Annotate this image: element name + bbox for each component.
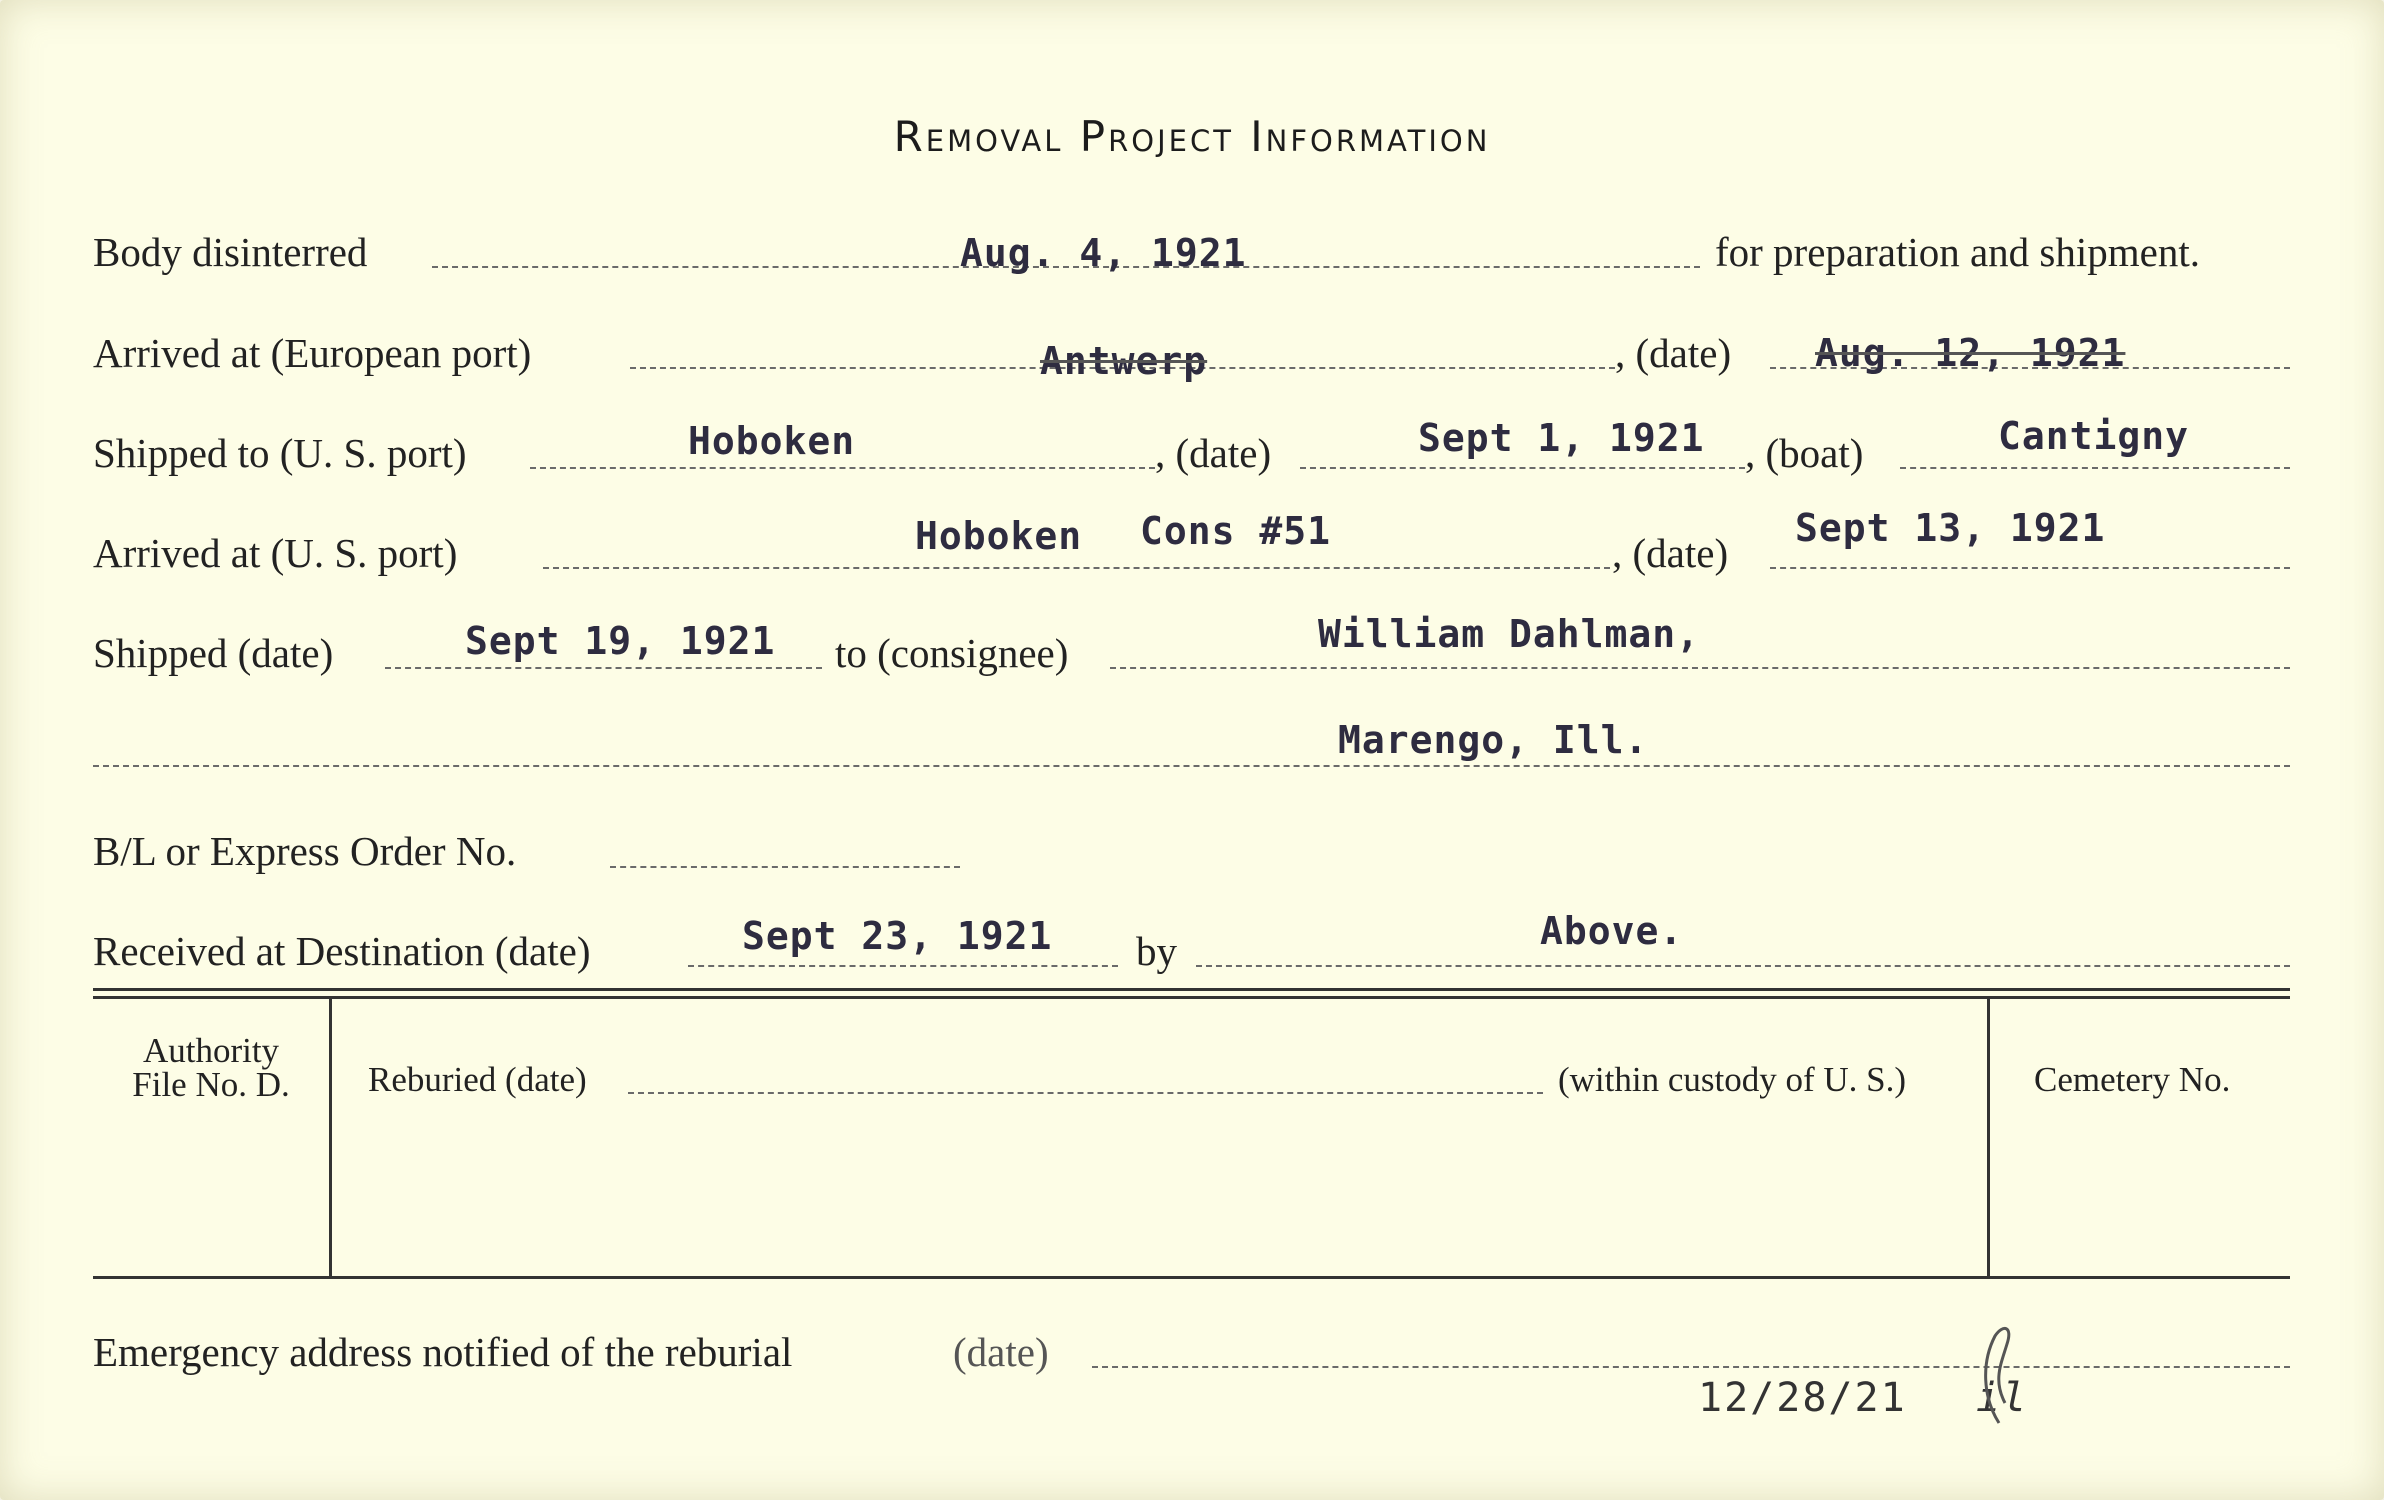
shipped-date-value: Sept 19, 1921 [465, 619, 776, 663]
arrived-european-port: Antwerp [1040, 339, 1208, 383]
file-no-label: File No. D. [132, 1065, 290, 1104]
shipped-us-boat: Cantigny [1998, 414, 2190, 458]
emergency-initials: il [1976, 1375, 2029, 1421]
authority-file-label [100, 1031, 322, 1104]
consignee-address: Marengo, Ill. [1338, 718, 1649, 762]
bl-label: B/L or Express Order No. [93, 828, 517, 874]
consignee-line [1110, 667, 2290, 669]
arrived-us-date: Sept 13, 1921 [1795, 506, 2106, 550]
arrived-us-port-line [543, 567, 1610, 569]
received-label: Received at Destination (date) [93, 928, 591, 974]
received-by-label: by [1136, 928, 1177, 974]
initials-pencil-mark [1975, 1318, 2025, 1428]
body-disinterred-value: Aug. 4, 1921 [960, 231, 1247, 275]
shipped-us-label: Shipped to (U. S. port) [93, 430, 467, 476]
shipped-us-port: Hoboken [688, 419, 856, 463]
shipped-us-port-line [530, 467, 1155, 469]
body-disinterred-suffix: for preparation and shipment. [1715, 229, 2201, 275]
shipped-us-date: Sept 1, 1921 [1418, 416, 1705, 460]
received-date-line [688, 965, 1118, 967]
reburied-label: Reburied (date) [368, 1060, 587, 1099]
arrived-us-port: Hoboken [915, 514, 1083, 558]
shipped-date-line [385, 667, 822, 669]
authority-label: Authority [142, 1031, 280, 1070]
box-divider-left [329, 999, 332, 1277]
arrived-us-cons: Cons #51 [1140, 509, 1332, 553]
bl-line [610, 866, 960, 868]
card-title: Removal Project Information [893, 112, 1491, 161]
received-by-line [1196, 965, 2290, 967]
arrived-european-date: Aug. 12, 1921 [1815, 331, 2126, 375]
custody-label: (within custody of U. S.) [1558, 1060, 1907, 1099]
cemetery-no-label: Cemetery No. [2034, 1060, 2231, 1099]
arrived-us-label: Arrived at (U. S. port) [93, 530, 458, 576]
box-bottom-rule [93, 1276, 2290, 1279]
received-by: Above. [1540, 909, 1684, 953]
arrived-european-label: Arrived at (European port) [93, 330, 532, 376]
consignee-address-line [93, 765, 2290, 767]
shipped-us-date-label: , (date) [1155, 430, 1272, 476]
emergency-label: Emergency address notified of the reburial [93, 1329, 793, 1375]
shipped-us-boat-label: , (boat) [1745, 430, 1864, 476]
body-disinterred-label: Body disinterred [93, 229, 368, 275]
box-top-rule-double [93, 996, 2290, 999]
consignee-label: to (consignee) [835, 630, 1069, 676]
box-divider-right [1987, 999, 1990, 1277]
box-top-rule [93, 988, 2290, 991]
arrived-european-date-label: , (date) [1615, 330, 1732, 376]
arrived-us-date-label: , (date) [1612, 530, 1729, 576]
consignee-name: William Dahlman, [1318, 612, 1701, 656]
received-date: Sept 23, 1921 [742, 914, 1053, 958]
emergency-date: 12/28/21 [1698, 1375, 1907, 1421]
emergency-line [1092, 1366, 2290, 1368]
arrived-us-date-line [1770, 567, 2290, 569]
shipped-date-label: Shipped (date) [93, 630, 334, 676]
shipped-us-date-line [1300, 467, 1745, 469]
emergency-date-label: (date) [953, 1329, 1049, 1375]
reburied-line [628, 1092, 1543, 1094]
shipped-us-boat-line [1900, 467, 2290, 469]
